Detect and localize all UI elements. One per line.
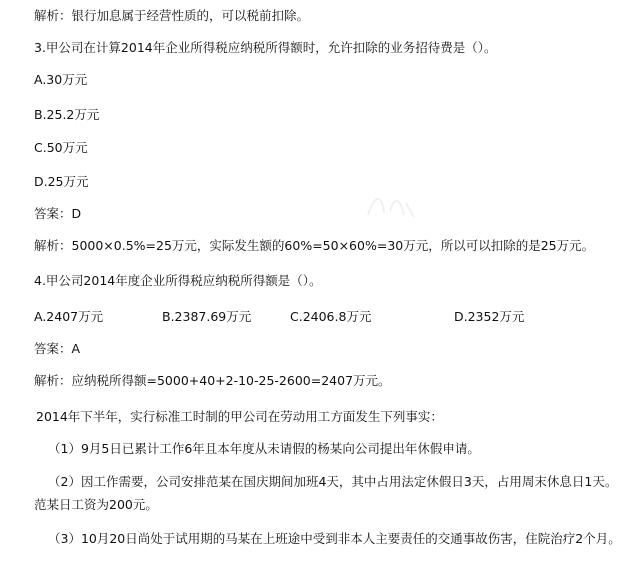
- watermark-mark: [360, 185, 420, 225]
- q4-option-d: D.2352万元: [454, 309, 525, 324]
- q4-option-a: A.2407万元: [34, 309, 104, 324]
- fact-3: （3）10月20日尚处于试用期的马某在上班途中受到非本人主要责任的交通事故伤害，住院治疗2个月。: [48, 531, 621, 546]
- case-intro: 2014年下半年，实行标准工时制的甲公司在劳动用工方面发生下列事实：: [36, 409, 443, 424]
- fact-1: （1）9月5日已累计工作6年且本年度从未请假的杨某向公司提出年休假申请。: [48, 441, 480, 456]
- q3-option-d: D.25万元: [34, 174, 89, 189]
- q3-analysis: 解析：5000×0.5%=25万元，实际发生额的60%=50×60%=30万元，所以可以扣除的是25万元。: [34, 238, 595, 253]
- q3-option-a: A.30万元: [34, 72, 88, 87]
- fact-2: （2）因工作需要，公司安排范某在国庆期间加班4天，其中占用法定休假日3天，占用周末休息日1天。范某日工资为200元。: [34, 474, 618, 512]
- q4-answer: 答案：A: [34, 341, 81, 356]
- q4-option-c: C.2406.8万元: [290, 309, 372, 324]
- q3-option-b: B.25.2万元: [34, 107, 100, 122]
- q4-analysis: 解析：应纳税所得额=5000+40+2-10-25-2600=2407万元。: [34, 373, 391, 388]
- question-3: 3.甲公司在计算2014年企业所得税应纳税所得额时，允许扣除的业务招待费是（）。: [34, 40, 497, 55]
- q3-option-c: C.50万元: [34, 140, 88, 155]
- question-4: 4.甲公司2014年度企业所得税应纳税所得额是（）。: [34, 273, 322, 288]
- analysis-bank-interest: 解析：银行加息属于经营性质的，可以税前扣除。: [34, 8, 310, 23]
- q3-answer: 答案：D: [34, 206, 82, 221]
- q4-option-b: B.2387.69万元: [162, 309, 252, 324]
